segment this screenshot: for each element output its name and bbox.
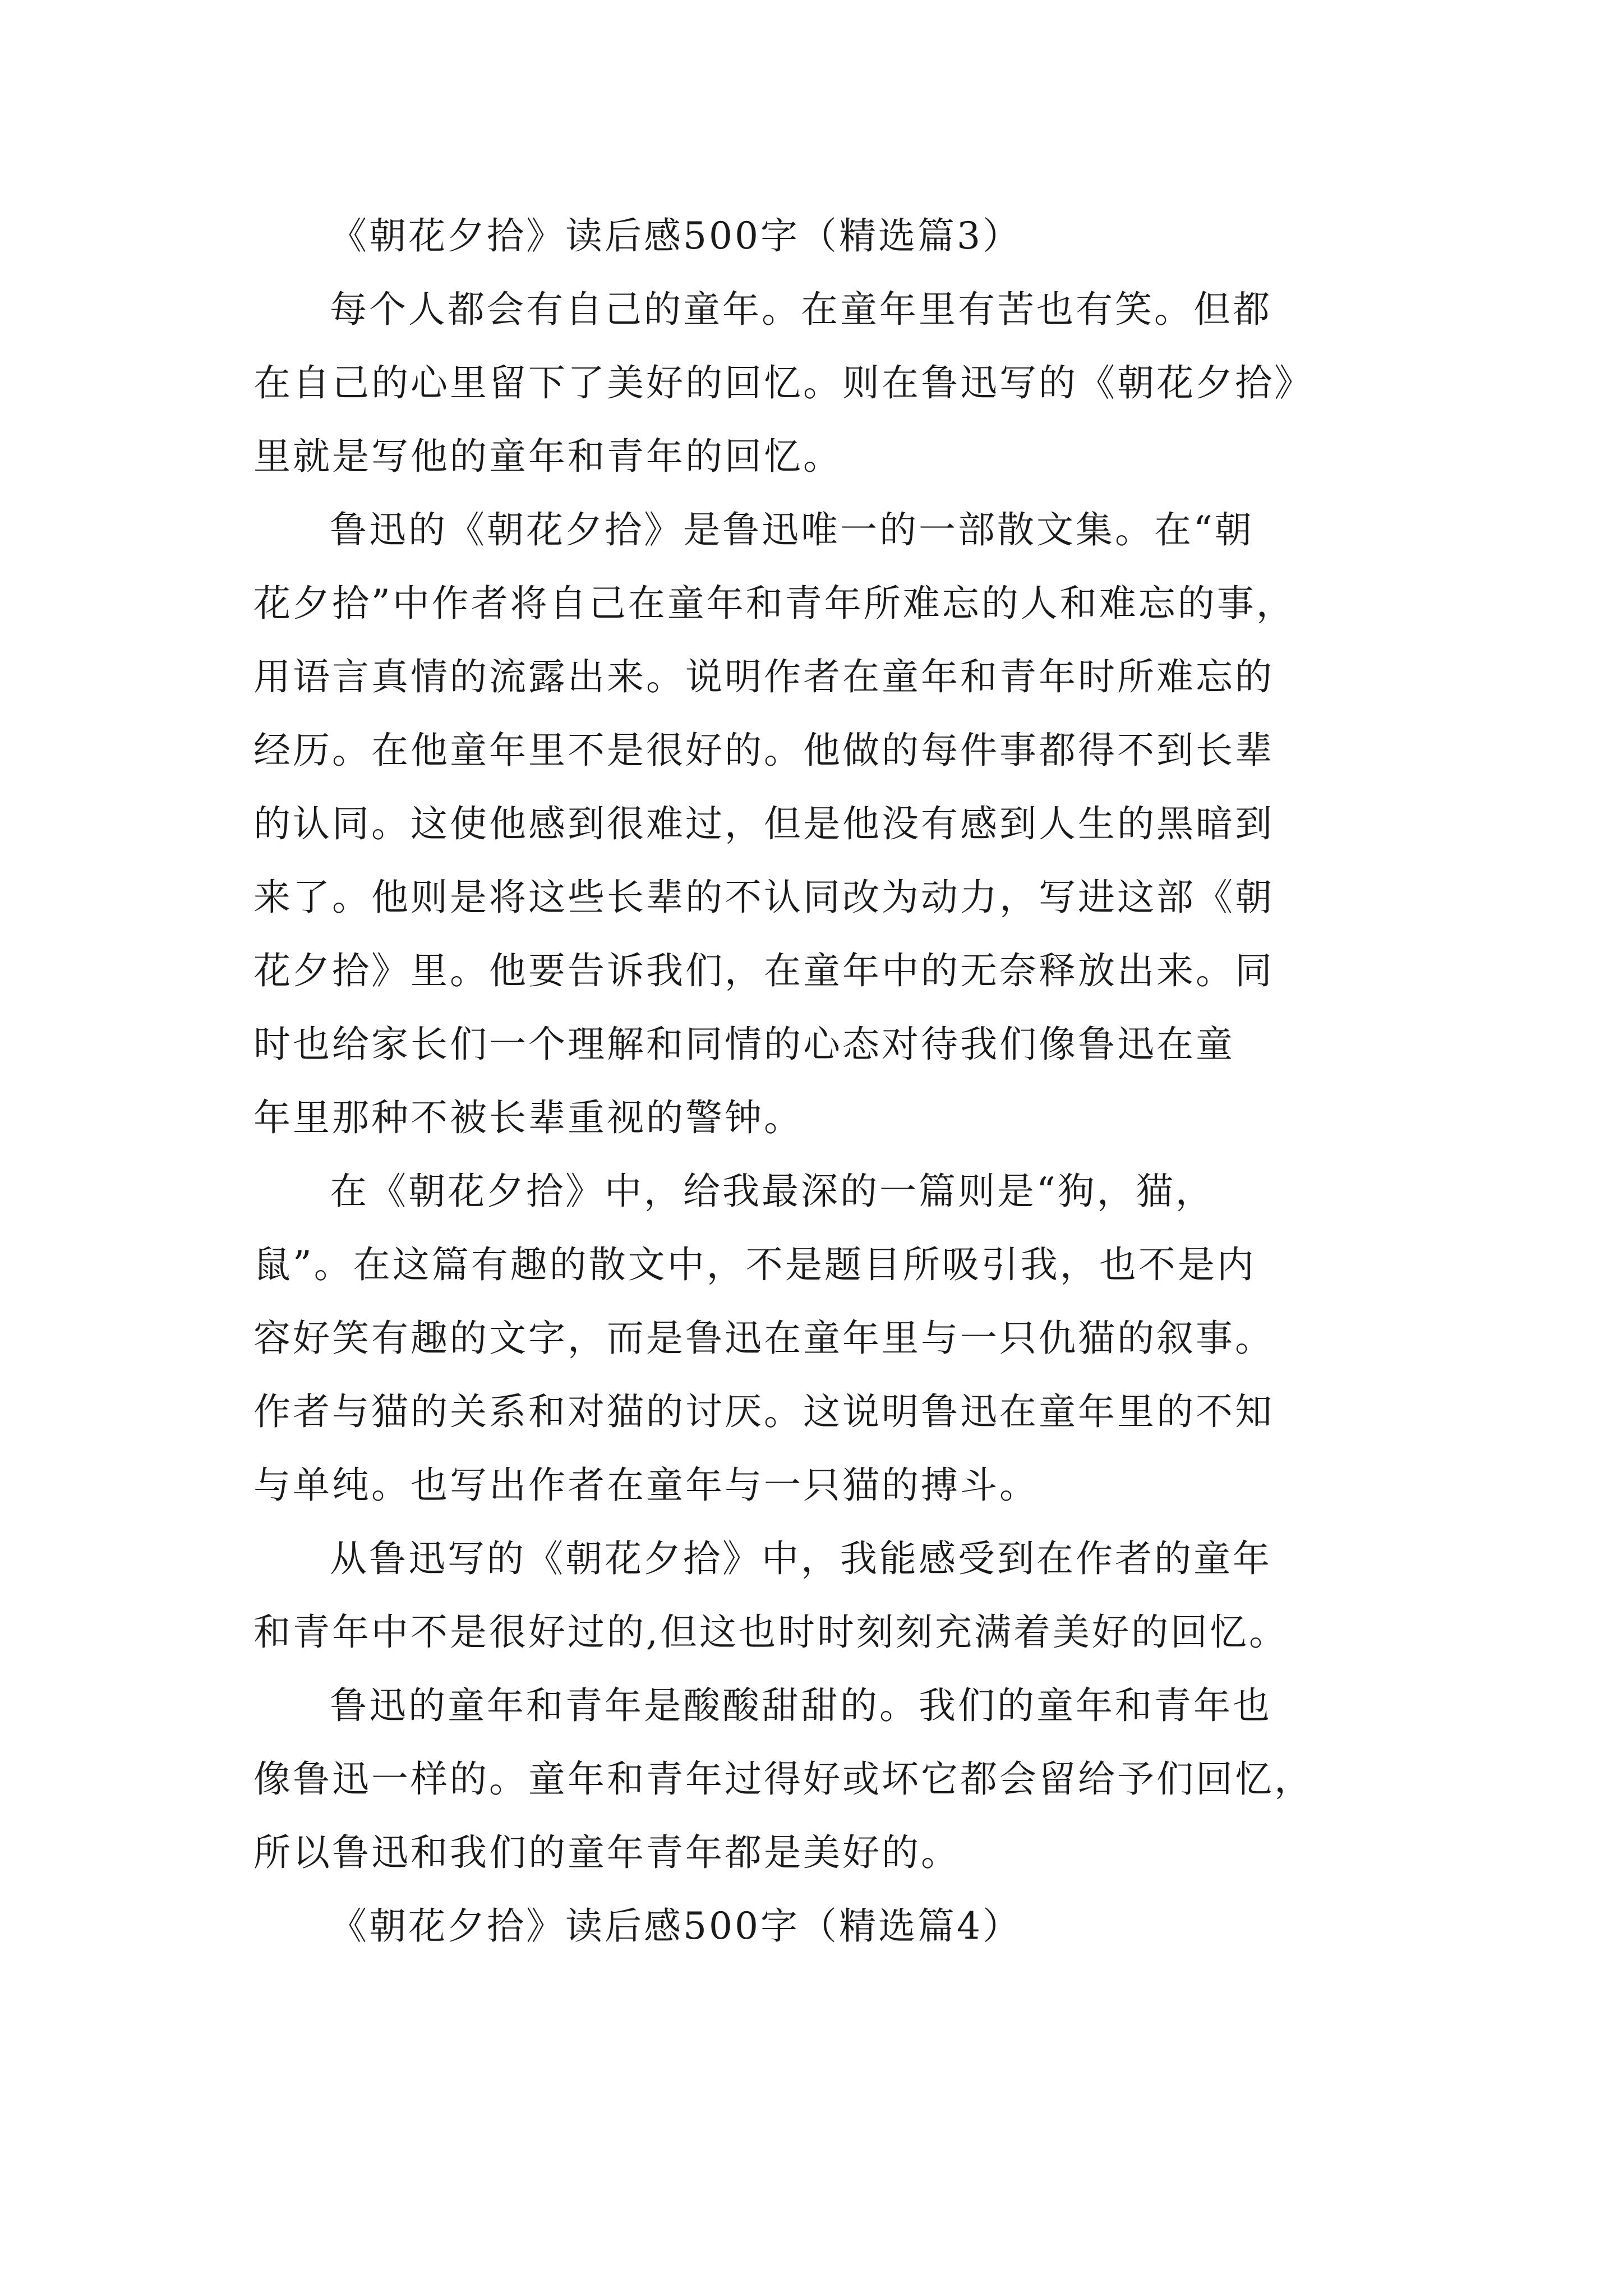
document-body [253, 199, 1392, 1963]
text-line: 花夕拾》里。他要告诉我们，在童年中的无奈释放出来。同 [253, 949, 1274, 992]
text-line: 和青年中不是很好过的,但这也时时刻刻充满着美好的回忆。 [253, 1611, 1288, 1654]
text-line: 像鲁迅一样的。童年和青年过得好或坏它都会留给予们回忆， [253, 1757, 1313, 1801]
text-line: 鲁迅的童年和青年是酸酸甜甜的。我们的童年和青年也 [330, 1684, 1272, 1727]
text-line: 里就是写他的童年和青年的回忆。 [253, 435, 842, 478]
text-line: 鼠”。在这篇有趣的散文中，不是题目所吸引我，也不是内 [253, 1243, 1256, 1286]
text-line: 每个人都会有自己的童年。在童年里有苦也有笑。但都 [330, 288, 1272, 331]
text-line: 在自己的心里留下了美好的回忆。则在鲁迅写的《朝花夕拾》 [253, 361, 1313, 404]
text-line: 经历。在他童年里不是很好的。他做的每件事都得不到长辈 [253, 729, 1274, 772]
section-heading: 《朝花夕拾》读后感500字（精选篇3） [330, 214, 1022, 257]
text-line: 容好笑有趣的文字，而是鲁迅在童年里与一只仇猫的叙事。 [253, 1317, 1274, 1360]
text-line: 年里那种不被长辈重视的警钟。 [253, 1096, 803, 1139]
text-line: 用语言真情的流露出来。说明作者在童年和青年时所难忘的 [253, 655, 1274, 698]
text-line: 来了。他则是将这些长辈的不认同改为动力，写进这部《朝 [253, 876, 1274, 919]
text-line: 的认同。这使他感到很难过，但是他没有感到人生的黑暗到 [253, 802, 1274, 845]
text-line: 鲁迅的《朝花夕拾》是鲁迅唯一的一部散文集。在“朝 [330, 508, 1254, 551]
text-line: 在《朝花夕拾》中，给我最深的一篇则是“狗，猫， [330, 1170, 1215, 1213]
text-line: 花夕拾”中作者将自己在童年和青年所难忘的人和难忘的事， [253, 582, 1295, 625]
text-line: 从鲁迅写的《朝花夕拾》中，我能感受到在作者的童年 [330, 1537, 1272, 1580]
text-line: 所以鲁迅和我们的童年青年都是美好的。 [253, 1831, 960, 1874]
text-line: 作者与猫的关系和对猫的讨厌。这说明鲁迅在童年里的不知 [253, 1390, 1274, 1433]
text-line: 时也给家长们一个理解和同情的心态对待我们像鲁迅在童 [253, 1023, 1235, 1066]
section-heading: 《朝花夕拾》读后感500字（精选篇4） [330, 1904, 1022, 1948]
text-line: 与单纯。也写出作者在童年与一只猫的搏斗。 [253, 1464, 1039, 1507]
